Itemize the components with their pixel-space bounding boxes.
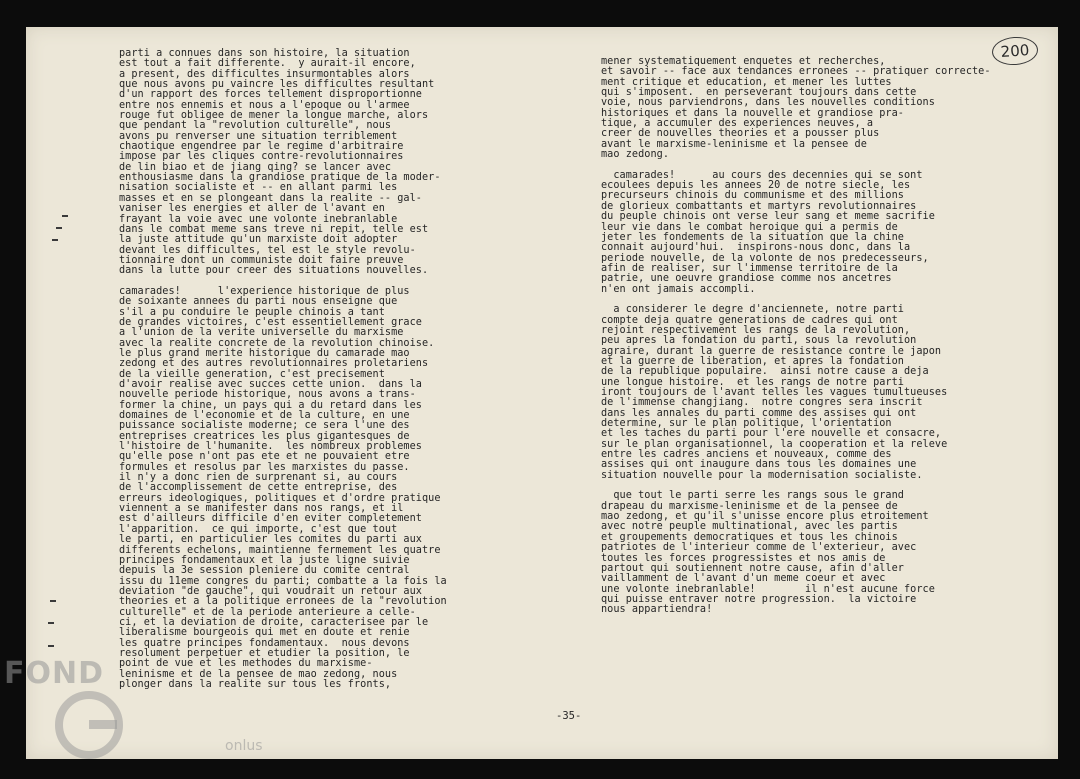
margin-tick-mark bbox=[56, 227, 62, 229]
text-line: qu'elle pose n'ont pas ete et ne pouvaient etre bbox=[119, 451, 410, 463]
text-line: les quatre principes fondamentaux. nous devons bbox=[119, 637, 410, 649]
text-line: rouge fut obligee de mener la longue marche, alors bbox=[119, 110, 429, 122]
folio-stamp: 200 bbox=[991, 35, 1039, 66]
text-line: s'il a pu conduire le peuple chinois a tant bbox=[119, 306, 385, 318]
margin-tick-mark bbox=[52, 239, 58, 241]
text-line: de soixante annees du parti nous enseigne que bbox=[119, 296, 398, 308]
text-line: d'avoir realise avec succes cette union. dans la bbox=[119, 379, 422, 390]
text-line: zedong et des autres revolutionnaires proletariens bbox=[119, 358, 429, 370]
text-line: peu apres la fondation du parti, sous la revolution bbox=[601, 335, 917, 347]
text-line: camarades! l'experience historique de plus bbox=[119, 285, 410, 297]
text-line: sur le plan organisationnel, la cooperation et la releve bbox=[601, 438, 948, 450]
text-line: differents echelons, maintienne fermement les quatre bbox=[119, 544, 441, 556]
text-line: masses et en se plongeant dans la realite -- gal- bbox=[119, 192, 422, 204]
text-line: precurseurs chinois du communisme et des millions bbox=[601, 190, 904, 202]
text-line: qui puisse entraver notre progression. la victoire bbox=[601, 593, 917, 605]
text-line: de la republique populaire. ainsi notre cause a deja bbox=[601, 366, 929, 378]
text-line: dans la lutte pour creer des situations nouvelles. bbox=[119, 265, 429, 277]
text-line: avec notre peuple multinational, avec les partis bbox=[601, 521, 898, 533]
text-line: erreurs ideologiques, politiques et d'ordre pratique bbox=[119, 492, 441, 504]
text-line: que tout le parti serre les rangs sous le grand bbox=[601, 490, 904, 502]
text-line: chaotique engendree par le regime d'arbitraire bbox=[119, 141, 404, 153]
text-line: que nous avons pu vaincre les difficultes resultant bbox=[119, 79, 435, 91]
text-line: et groupements democratiques et tous les chinois bbox=[601, 531, 898, 543]
margin-tick-mark bbox=[62, 215, 68, 217]
text-line: leur vie dans le combat heroique qui a permis de bbox=[601, 221, 898, 233]
text-line: l'histoire de l'humanite. les nombreux problemes bbox=[119, 441, 422, 453]
text-line: mao zedong, et qu'il s'unisse encore plus etroitement bbox=[601, 511, 929, 523]
text-line: entre nos ennemis et nous a l'epoque ou l'armee bbox=[119, 99, 410, 111]
text-line: formules et resolus par les marxistes du passe. bbox=[119, 461, 410, 473]
text-line: resolument perpetuer et etudier la position, le bbox=[119, 647, 410, 659]
text-line: culturelle" et de la periode anterieure a celle- bbox=[119, 606, 416, 618]
text-line: est d'ailleurs difficile d'en eviter completement bbox=[119, 513, 422, 525]
text-line: periode nouvelle, de la volonte de nos predecesseurs, bbox=[601, 252, 929, 264]
text-line: depuis la 3e session pleniere du comite central bbox=[119, 565, 410, 577]
text-line: a l'union de la verite universelle du marxisme bbox=[119, 327, 404, 339]
text-line: du peuple chinois ont verse leur sang et meme sacrifie bbox=[601, 211, 935, 223]
text-line: connait aujourd'hui. inspirons-nous donc, dans la bbox=[601, 242, 911, 254]
text-line: il n'y a donc rien de surprenant si, au cours bbox=[119, 472, 398, 484]
text-line: devant les difficultes, tel est le style revolu- bbox=[119, 244, 416, 256]
text-line: mao zedong. bbox=[601, 149, 670, 161]
text-line: et la guerre de liberation, et apres la fondation bbox=[601, 355, 904, 367]
watermark-text: FOND bbox=[4, 656, 105, 691]
text-line: le parti, en particulier les comites du parti aux bbox=[119, 534, 422, 546]
text-line: situation nouvelle pour la modernisation socialiste. bbox=[601, 469, 923, 481]
text-line: determine, sur le plan politique, l'orientation bbox=[601, 418, 892, 430]
text-line: drapeau du marxisme-leninisme et de la pensee de bbox=[601, 500, 898, 512]
text-line: impose par les cliques contre-revolutionnaires bbox=[119, 151, 404, 163]
text-line: point de vue et les methodes du marxisme- bbox=[119, 658, 373, 670]
text-line: dans le combat meme sans treve ni repit, telle est bbox=[119, 223, 429, 235]
text-line: entreprises creatrices les plus gigantesques de bbox=[119, 430, 410, 442]
text-line: iront toujours de l'avant telles les vagues tumultueuses bbox=[601, 387, 948, 398]
text-line: de l'accomplissement de cette entreprise, des bbox=[119, 482, 398, 494]
text-line: la juste attitude qu'un marxiste doit adopter bbox=[119, 234, 398, 246]
document-page bbox=[26, 27, 1058, 759]
text-line: de lin biao et de jiang qing? se lancer avec bbox=[119, 161, 392, 173]
text-line: partout qui soutiennent notre cause, afin d'aller bbox=[601, 562, 904, 574]
text-line: nouvelle periode historique, nous avons a trans- bbox=[119, 389, 416, 401]
paragraph bbox=[601, 491, 1041, 615]
text-line: avec la realite concrete de la revolution chinoise. bbox=[119, 337, 435, 349]
text-line: ci, et la deviation de droite, caracterisee par le bbox=[119, 616, 429, 628]
text-line: ment critique et education, et mener les luttes bbox=[601, 76, 892, 88]
text-line: plonger dans la realite sur tous les fronts, bbox=[119, 678, 392, 690]
text-line: frayant la voie avec une volonte inebranlable bbox=[119, 213, 398, 225]
text-line: afin de realiser, sur l'immense territoire de la bbox=[601, 262, 898, 274]
text-line: compte deja quatre generations de cadres qui ont bbox=[601, 314, 898, 326]
left-column bbox=[119, 49, 509, 701]
text-line: viennent a se manifester dans nos rangs, et il bbox=[119, 503, 404, 515]
text-line: le plus grand merite historique du camarade mao bbox=[119, 347, 410, 359]
text-line: enthousiasme dans la grandiose pratique de la moder- bbox=[119, 172, 441, 184]
text-line: de la vieille generation, c'est precisement bbox=[119, 368, 385, 380]
right-column bbox=[601, 57, 1041, 626]
text-line: camarades! au cours des decennies qui se sont bbox=[601, 169, 923, 181]
text-line: de grandes victoires, c'est essentiellement grace bbox=[119, 316, 422, 328]
text-line: ecoulees depuis les annees 20 de notre siecle, les bbox=[601, 180, 911, 192]
text-line: n'en ont jamais accompli. bbox=[601, 283, 756, 295]
text-line: d'un rapport des forces tellement disproportionne bbox=[119, 89, 422, 101]
text-line: de l'immense changjiang. notre congres sera inscrit bbox=[601, 397, 923, 409]
text-line: une volonte inebranlable! il n'est aucune force bbox=[601, 583, 935, 595]
text-line: avons pu renverser une situation terriblement bbox=[119, 130, 398, 142]
text-line: tique, a accumuler des experiences neuves, a bbox=[601, 118, 874, 130]
text-line: jeter les fondements de la situation que la chine bbox=[601, 231, 904, 243]
text-line: qui s'imposent. en perseverant toujours dans cette bbox=[601, 87, 917, 99]
text-line: a considerer le degre d'anciennete, notre parti bbox=[601, 304, 904, 316]
text-line: est tout a fait differente. y aurait-il encore, bbox=[119, 58, 416, 70]
text-line: vaniser les energies et aller de l'avant en bbox=[119, 203, 385, 215]
text-line: leninisme et de la pensee de mao zedong, nous bbox=[119, 668, 398, 680]
margin-tick-mark bbox=[48, 645, 54, 647]
text-line: a present, des difficultes insurmontables alors bbox=[119, 68, 410, 80]
text-line: creer de nouvelles theories et a pousser plus bbox=[601, 128, 880, 140]
text-line: et savoir -- face aux tendances erronees -- pratiquer correcte- bbox=[601, 66, 991, 78]
text-line: former la chine, un pays qui a du retard dans les bbox=[119, 399, 422, 411]
text-line: voie, nous parviendrons, dans les nouvelles conditions bbox=[601, 97, 935, 109]
text-line: parti a connues dans son histoire, la situation bbox=[119, 48, 410, 59]
text-line: que pendant la "revolution culturelle", nous bbox=[119, 120, 392, 132]
text-line: patrie, une oeuvre grandiose comme nos ancetres bbox=[601, 273, 892, 285]
paragraph bbox=[119, 49, 509, 277]
text-line: mener systematiquement enquetes et recherches, bbox=[601, 56, 886, 67]
text-line: l'apparition. ce qui importe, c'est que tout bbox=[119, 523, 398, 535]
watermark-logo-icon bbox=[54, 690, 124, 760]
text-line: historiques et dans la nouvelle et grandiose pra- bbox=[601, 107, 904, 119]
text-line: tionnaire dont un communiste doit faire preuve bbox=[119, 254, 404, 266]
text-line: nous appartiendra! bbox=[601, 604, 713, 616]
text-line: et les taches du parti pour l'ere nouvelle et consacre, bbox=[601, 428, 942, 440]
text-line: nisation socialiste et -- en allant parmi les bbox=[119, 182, 398, 194]
text-line: toutes les forces progressistes et nos amis de bbox=[601, 552, 886, 564]
text-line: patriotes de l'interieur comme de l'exterieur, avec bbox=[601, 542, 917, 554]
text-line: entre les cadres anciens et nouveaux, comme des bbox=[601, 449, 892, 461]
text-line: issu du 11eme congres du parti; combatte a la fois la bbox=[119, 575, 447, 587]
text-line: principes fondamentaux et la juste ligne suivie bbox=[119, 554, 410, 566]
text-line: domaines de l'economie et de la culture, en une bbox=[119, 410, 410, 422]
text-line: deviation "de gauche", qui voudrait un retour aux bbox=[119, 585, 422, 597]
text-line: avant le marxisme-leninisme et la pensee de bbox=[601, 138, 867, 150]
margin-tick-mark bbox=[50, 600, 56, 602]
text-line: de glorieux combattants et martyrs revolutionnaires bbox=[601, 200, 917, 212]
text-line: dans les annales du parti comme des assises qui ont bbox=[601, 407, 917, 419]
paragraph bbox=[601, 305, 1041, 481]
text-line: liberalisme bourgeois qui met en doute et renie bbox=[119, 627, 410, 639]
text-line: assises qui ont inaugure dans tous les domaines une bbox=[601, 459, 917, 471]
margin-tick-mark bbox=[48, 622, 54, 624]
text-line: agraire, durant la guerre de resistance contre le japon bbox=[601, 345, 942, 357]
text-line: theories et a la politique erronees de la "revolution bbox=[119, 596, 447, 608]
text-line: puissance socialiste moderne; ce sera l'une des bbox=[119, 420, 410, 432]
page-number: -35- bbox=[556, 710, 582, 722]
watermark-subtitle: onlus bbox=[225, 738, 263, 754]
text-line: une longue histoire. et les rangs de notre parti bbox=[601, 376, 904, 388]
paragraph bbox=[601, 171, 1041, 295]
text-line: rejoint respectivement les rangs de la revolution, bbox=[601, 324, 911, 336]
paragraph bbox=[119, 287, 509, 690]
paragraph bbox=[601, 57, 1041, 160]
text-line: vaillamment de l'avant d'un meme coeur et avec bbox=[601, 573, 886, 585]
